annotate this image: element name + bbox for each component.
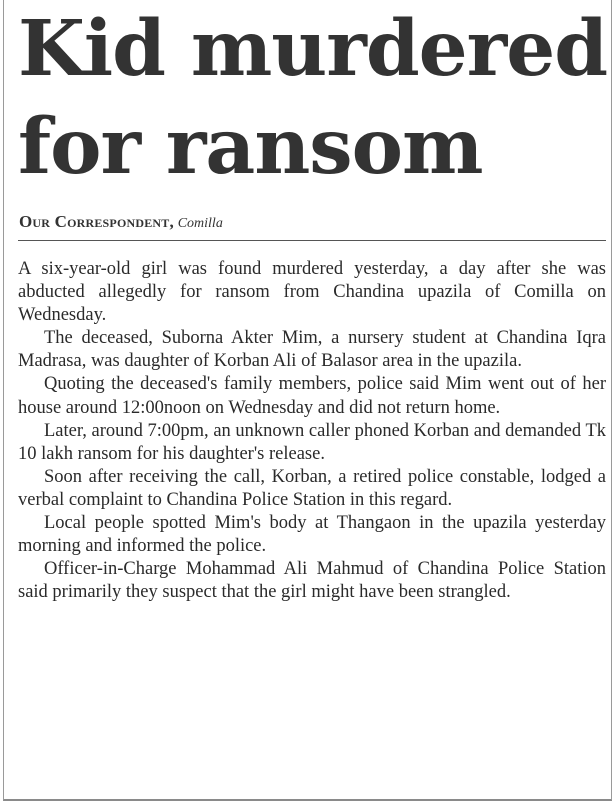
paragraph: Officer-in-Charge Mohammad Ali Mahmud of Chandina Police Station said primarily they suspect that the girl might have been strangled. xyxy=(18,559,606,603)
paragraph: A six-year-old girl was found murdered yesterday, a day after she was abducted allegedly for ransom from Chandina upazila of Comilla on Wednesday. xyxy=(18,259,606,326)
byline-author: Our Correspondent, xyxy=(19,212,174,231)
byline-place: Comilla xyxy=(177,216,223,231)
paragraph: Soon after receiving the call, Korban, a retired police constable, lodged a verbal complaint to Chandina Police Station in this regard. xyxy=(18,466,606,510)
paragraph: Local people spotted Mim's body at Thangaon in the upazila yesterday morning and informed the police. xyxy=(18,513,606,557)
paragraph: The deceased, Suborna Akter Mim, a nursery student at Chandina Iqra Madrasa, was daughter of Korban Ali of Balasor area in the upazila. xyxy=(18,328,606,372)
byline-divider xyxy=(18,240,606,241)
article-frame xyxy=(3,0,612,801)
article-body xyxy=(18,258,606,604)
byline xyxy=(19,212,609,234)
headline-line-1: Kid murdered xyxy=(18,4,608,94)
headline xyxy=(18,0,608,196)
paragraph: Quoting the deceased's family members, police said Mim went out of her house around 12:00noon on Wednesday and did not return home. xyxy=(18,374,606,418)
headline-line-2: for ransom xyxy=(18,102,483,192)
paragraph: Later, around 7:00pm, an unknown caller phoned Korban and demanded Tk 10 lakh ransom for his daughter's release. xyxy=(18,420,606,464)
